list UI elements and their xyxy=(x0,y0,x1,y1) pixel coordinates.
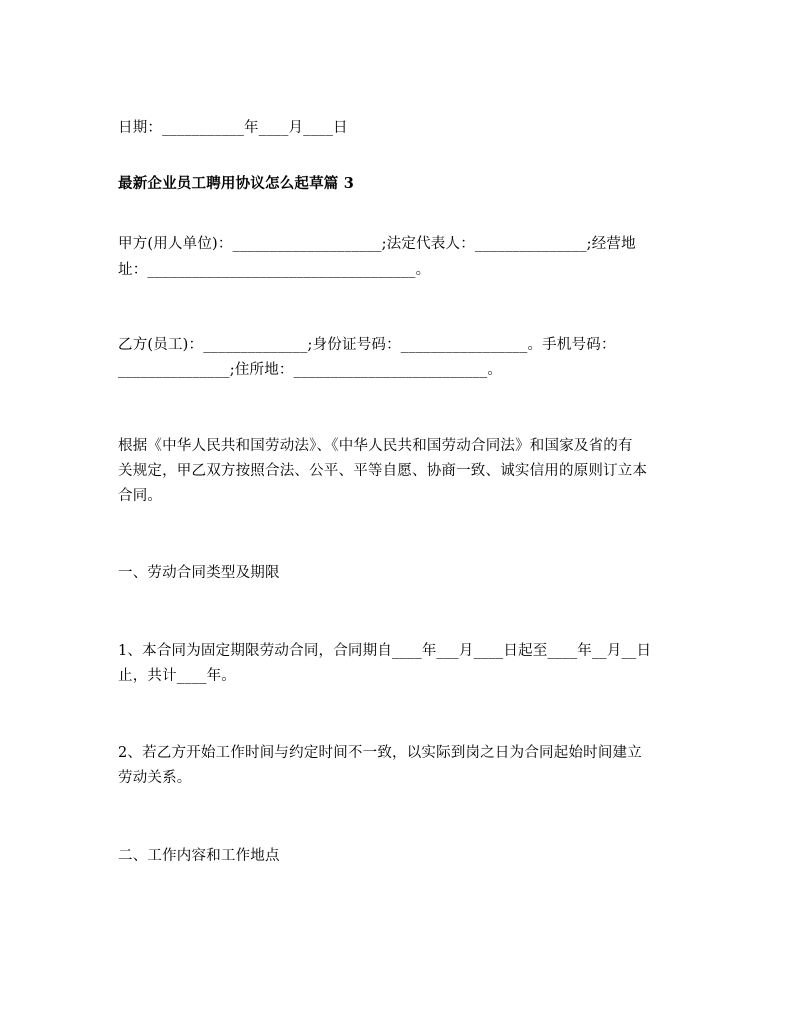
heading-contract-type: 一、劳动合同类型及期限 xyxy=(118,565,280,581)
preamble-line-2: 关规定，甲乙双方按照合法、公平、平等自愿、协商一致、诚实信用的原则订立本 xyxy=(118,463,648,479)
clause-1-line-2: 止，共计____年。 xyxy=(118,668,236,684)
preamble-line-1: 根据《中华人民共和国劳动法》、《中华人民共和国劳动合同法》和国家及省的有 xyxy=(118,438,633,454)
clause-2-line-1: 2、若乙方开始工作时间与约定时间不一致，以实际到岗之日为合同起始时间建立 xyxy=(118,745,642,761)
party-a-line-2: 址：____________________________________。 xyxy=(118,262,431,278)
date-line: 日期：___________年____月____日 xyxy=(118,120,348,136)
party-b-line-1: 乙方(员工)：______________;身份证号码：_________________。手机号码： xyxy=(118,337,616,353)
clause-1-line-1: 1、本合同为固定期限劳动合同，合同期自____年___月____日起至____年__月__日 xyxy=(118,643,652,659)
preamble-line-3: 合同。 xyxy=(118,488,163,504)
section-title: 最新企业员工聘用协议怎么起草篇 3 xyxy=(118,175,355,192)
party-b-line-2: _______________;住所地：__________________________。 xyxy=(118,362,503,378)
party-a-line-1: 甲方(用人单位)：____________________;法定代表人：_______________;经营地 xyxy=(118,236,636,252)
heading-work-content: 二、工作内容和工作地点 xyxy=(118,848,280,864)
clause-2-line-2: 劳动关系。 xyxy=(118,770,192,786)
